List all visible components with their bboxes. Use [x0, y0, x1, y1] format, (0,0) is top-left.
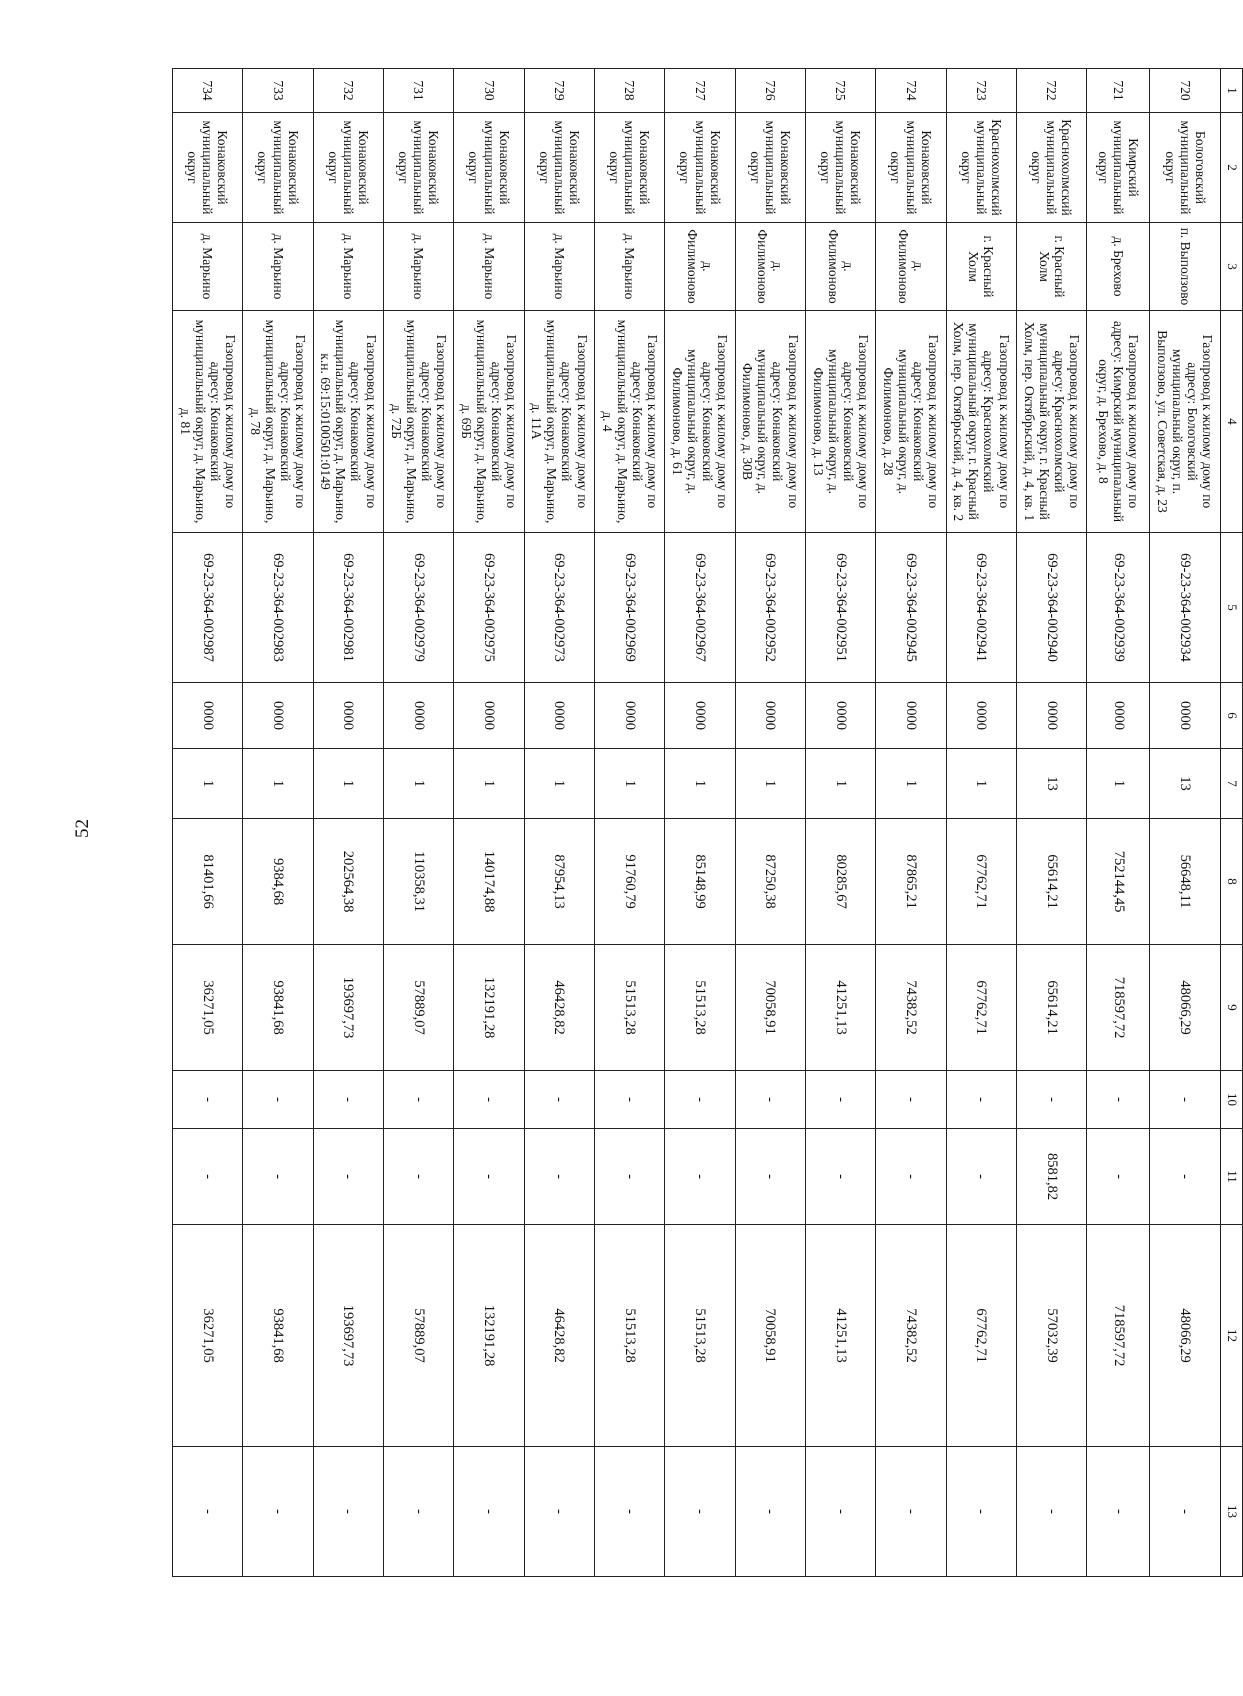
municipality-cell: Конаковский муниципальный округ [454, 113, 524, 223]
value-11-cell: - [1087, 1129, 1150, 1225]
municipality-cell: Конаковский муниципальный округ [806, 113, 876, 223]
table-row [1016, 69, 1086, 1577]
code-cell: 0000 [665, 683, 735, 749]
registry-number-cell: 69-23-364-002939 [1087, 533, 1150, 683]
table-row [806, 69, 876, 1577]
value-10-cell: - [806, 1071, 876, 1129]
value-10-cell: - [876, 1071, 946, 1129]
code-7-cell: 13 [1016, 749, 1086, 819]
value-12-cell: 93841,68 [243, 1225, 313, 1447]
settlement-cell: д. Марьино [313, 223, 383, 311]
value-13-cell: - [243, 1447, 313, 1577]
value-11-cell: - [876, 1129, 946, 1225]
value-12-cell: 74382,52 [876, 1225, 946, 1447]
settlement-cell: д. Филимоново [806, 223, 876, 311]
value-8-cell: 87250,38 [735, 819, 805, 945]
value-8-cell: 87954,13 [524, 819, 594, 945]
object-description-cell: Газопровод к жилому дому по адресу: Бологовский муниципальный округ, п. Выползово, ул. Советская, д. 23 [1150, 311, 1220, 533]
value-10-cell: - [665, 1071, 735, 1129]
code-cell: 0000 [806, 683, 876, 749]
municipality-cell: Бологовский муниципальный округ [1150, 113, 1220, 223]
row-number-cell: 720 [1150, 69, 1220, 113]
value-9-cell: 57889,07 [384, 945, 454, 1071]
row-number-cell: 729 [524, 69, 594, 113]
row-number-cell: 725 [806, 69, 876, 113]
code-7-cell: 1 [454, 749, 524, 819]
value-10-cell: - [384, 1071, 454, 1129]
registry-number-cell: 69-23-364-002975 [454, 533, 524, 683]
code-7-cell: 1 [313, 749, 383, 819]
value-10-cell: - [454, 1071, 524, 1129]
value-8-cell: 9384,68 [243, 819, 313, 945]
value-11-cell: - [595, 1129, 665, 1225]
code-7-cell: 1 [384, 749, 454, 819]
registry-number-cell: 69-23-364-002951 [806, 533, 876, 683]
registry-number-cell: 69-23-364-002973 [524, 533, 594, 683]
settlement-cell: д. Марьино [173, 223, 243, 311]
code-cell: 0000 [735, 683, 805, 749]
registry-number-cell: 69-23-364-002941 [946, 533, 1016, 683]
code-7-cell: 1 [735, 749, 805, 819]
value-10-cell: - [946, 1071, 1016, 1129]
value-13-cell: - [735, 1447, 805, 1577]
registry-number-cell: 69-23-364-002945 [876, 533, 946, 683]
value-11-cell: - [665, 1129, 735, 1225]
settlement-cell: д. Филимоново [735, 223, 805, 311]
municipality-cell: Конаковский муниципальный округ [313, 113, 383, 223]
value-11-cell: - [1150, 1129, 1220, 1225]
col-number-header: 6 [1220, 683, 1242, 749]
value-9-cell: 70058,91 [735, 945, 805, 1071]
col-number-header: 4 [1220, 311, 1242, 533]
registry-number-cell: 69-23-364-002979 [384, 533, 454, 683]
row-number-cell: 728 [595, 69, 665, 113]
municipality-cell: Конаковский муниципальный округ [735, 113, 805, 223]
settlement-cell: д. Марьино [595, 223, 665, 311]
row-number-cell: 723 [946, 69, 1016, 113]
col-number-header: 2 [1220, 113, 1242, 223]
value-8-cell: 110358,31 [384, 819, 454, 945]
code-cell: 0000 [384, 683, 454, 749]
value-12-cell: 51513,28 [665, 1225, 735, 1447]
value-11-cell: - [735, 1129, 805, 1225]
value-13-cell: - [173, 1447, 243, 1577]
value-10-cell: - [313, 1071, 383, 1129]
value-9-cell: 51513,28 [595, 945, 665, 1071]
value-8-cell: 91760,79 [595, 819, 665, 945]
value-10-cell: - [524, 1071, 594, 1129]
value-13-cell: - [595, 1447, 665, 1577]
row-number-cell: 724 [876, 69, 946, 113]
table-row [173, 69, 243, 1577]
value-11-cell: - [313, 1129, 383, 1225]
table-row [946, 69, 1016, 1577]
col-number-header: 12 [1220, 1225, 1242, 1447]
table-row [313, 69, 383, 1577]
object-description-cell: Газопровод к жилому дому по адресу: Конаковский муниципальный округ, д. Филимоново, д. 61 [665, 311, 735, 533]
value-8-cell: 56648,11 [1150, 819, 1220, 945]
col-number-header: 7 [1220, 749, 1242, 819]
value-11-cell: - [454, 1129, 524, 1225]
value-13-cell: - [313, 1447, 383, 1577]
object-description-cell: Газопровод к жилому дому по адресу: Конаковский муниципальный округ, д. Филимоново, д. 13 [806, 311, 876, 533]
value-11-cell: - [243, 1129, 313, 1225]
code-7-cell: 1 [946, 749, 1016, 819]
value-9-cell: 36271,05 [173, 945, 243, 1071]
object-description-cell: Газопровод к жилому дому по адресу: Кимрский муниципальный округ, д. Брехово, д. 8 [1087, 311, 1150, 533]
table-row [384, 69, 454, 1577]
object-description-cell: Газопровод к жилому дому по адресу: Краснохолмский муниципальный округ, г. Красный Холм, пер. Октябрьский, д. 4, кв. 1 [1016, 311, 1086, 533]
settlement-cell: д. Филимоново [665, 223, 735, 311]
code-7-cell: 13 [1150, 749, 1220, 819]
value-11-cell: - [946, 1129, 1016, 1225]
object-description-cell: Газопровод к жилому дому по адресу: Конаковский муниципальный округ, д. Марьино, к.н. 69:15:0100501:0149 [313, 311, 383, 533]
col-number-header: 11 [1220, 1129, 1242, 1225]
municipality-cell: Краснохолмский муниципальный округ [1016, 113, 1086, 223]
settlement-cell: г. Красный Холм [946, 223, 1016, 311]
code-cell: 0000 [173, 683, 243, 749]
registry-number-cell: 69-23-364-002981 [313, 533, 383, 683]
registry-number-cell: 69-23-364-002952 [735, 533, 805, 683]
value-12-cell: 193697,73 [313, 1225, 383, 1447]
table-row [243, 69, 313, 1577]
value-10-cell: - [735, 1071, 805, 1129]
municipality-cell: Конаковский муниципальный округ [595, 113, 665, 223]
row-number-cell: 721 [1087, 69, 1150, 113]
row-number-cell: 722 [1016, 69, 1086, 113]
code-cell: 0000 [243, 683, 313, 749]
code-cell: 0000 [1016, 683, 1086, 749]
code-cell: 0000 [454, 683, 524, 749]
code-cell: 0000 [1087, 683, 1150, 749]
value-8-cell: 65614,21 [1016, 819, 1086, 945]
page-number: 52 [72, 819, 93, 838]
row-number-cell: 733 [243, 69, 313, 113]
value-13-cell: - [665, 1447, 735, 1577]
value-12-cell: 51513,28 [595, 1225, 665, 1447]
value-13-cell: - [524, 1447, 594, 1577]
registry-number-cell: 69-23-364-002987 [173, 533, 243, 683]
object-description-cell: Газопровод к жилому дому по адресу: Конаковский муниципальный округ, д. Марьино, д. 81 [173, 311, 243, 533]
table-row [876, 69, 946, 1577]
table-row [1150, 69, 1220, 1577]
table-row [595, 69, 665, 1577]
settlement-cell: д. Марьино [243, 223, 313, 311]
value-10-cell: - [1150, 1071, 1220, 1129]
col-number-header: 10 [1220, 1071, 1242, 1129]
value-10-cell: - [173, 1071, 243, 1129]
registry-number-cell: 69-23-364-002934 [1150, 533, 1220, 683]
municipality-cell: Конаковский муниципальный округ [243, 113, 313, 223]
value-12-cell: 70058,91 [735, 1225, 805, 1447]
value-9-cell: 51513,28 [665, 945, 735, 1071]
object-description-cell: Газопровод к жилому дому по адресу: Конаковский муниципальный округ, д. Марьино, д. 11А [524, 311, 594, 533]
object-description-cell: Газопровод к жилому дому по адресу: Конаковский муниципальный округ, д. Марьино, д. 4 [595, 311, 665, 533]
value-9-cell: 65614,21 [1016, 945, 1086, 1071]
column-number-row [1220, 69, 1242, 1577]
code-cell: 0000 [946, 683, 1016, 749]
registry-number-cell: 69-23-364-002983 [243, 533, 313, 683]
value-8-cell: 752144,45 [1087, 819, 1150, 945]
row-number-cell: 734 [173, 69, 243, 113]
value-13-cell: - [946, 1447, 1016, 1577]
settlement-cell: д. Марьино [384, 223, 454, 311]
rotated-table-sheet [172, 68, 1243, 1576]
value-9-cell: 718597,72 [1087, 945, 1150, 1071]
code-7-cell: 1 [1087, 749, 1150, 819]
col-number-header: 3 [1220, 223, 1242, 311]
registry-number-cell: 69-23-364-002967 [665, 533, 735, 683]
row-number-cell: 732 [313, 69, 383, 113]
value-8-cell: 87865,21 [876, 819, 946, 945]
row-number-cell: 730 [454, 69, 524, 113]
value-13-cell: - [876, 1447, 946, 1577]
value-10-cell: - [595, 1071, 665, 1129]
col-number-header: 9 [1220, 945, 1242, 1071]
object-description-cell: Газопровод к жилому дому по адресу: Конаковский муниципальный округ, д. Филимоново, д. 30В [735, 311, 805, 533]
code-cell: 0000 [313, 683, 383, 749]
object-description-cell: Газопровод к жилому дому по адресу: Конаковский муниципальный округ, д. Марьино, д. 78 [243, 311, 313, 533]
table-row [665, 69, 735, 1577]
value-12-cell: 48066,29 [1150, 1225, 1220, 1447]
value-12-cell: 718597,72 [1087, 1225, 1150, 1447]
value-9-cell: 132191,28 [454, 945, 524, 1071]
value-13-cell: - [1016, 1447, 1086, 1577]
code-cell: 0000 [1150, 683, 1220, 749]
col-number-header: 1 [1220, 69, 1242, 113]
code-7-cell: 1 [173, 749, 243, 819]
table-row [735, 69, 805, 1577]
value-11-cell: - [806, 1129, 876, 1225]
settlement-cell: г. Красный Холм [1016, 223, 1086, 311]
municipality-cell: Конаковский муниципальный округ [524, 113, 594, 223]
code-7-cell: 1 [665, 749, 735, 819]
value-12-cell: 67762,71 [946, 1225, 1016, 1447]
value-8-cell: 202564,38 [313, 819, 383, 945]
object-description-cell: Газопровод к жилому дому по адресу: Краснохолмский муниципальный округ, г. Красный Холм, пер. Октябрьский, д. 4, кв. 2 [946, 311, 1016, 533]
code-7-cell: 1 [806, 749, 876, 819]
value-9-cell: 74382,52 [876, 945, 946, 1071]
value-9-cell: 41251,13 [806, 945, 876, 1071]
object-description-cell: Газопровод к жилому дому по адресу: Конаковский муниципальный округ, д. Филимоново, д. 28 [876, 311, 946, 533]
value-8-cell: 80285,67 [806, 819, 876, 945]
code-7-cell: 1 [595, 749, 665, 819]
code-cell: 0000 [876, 683, 946, 749]
value-13-cell: - [454, 1447, 524, 1577]
value-11-cell: 8581,82 [1016, 1129, 1086, 1225]
municipality-cell: Конаковский муниципальный округ [876, 113, 946, 223]
value-9-cell: 46428,82 [524, 945, 594, 1071]
code-7-cell: 1 [876, 749, 946, 819]
settlement-cell: д. Брехово [1087, 223, 1150, 311]
value-13-cell: - [1087, 1447, 1150, 1577]
value-11-cell: - [173, 1129, 243, 1225]
municipality-cell: Краснохолмский муниципальный округ [946, 113, 1016, 223]
table-row [1087, 69, 1150, 1577]
settlement-cell: д. Марьино [454, 223, 524, 311]
municipality-cell: Конаковский муниципальный округ [173, 113, 243, 223]
value-12-cell: 57889,07 [384, 1225, 454, 1447]
value-9-cell: 67762,71 [946, 945, 1016, 1071]
value-10-cell: - [1016, 1071, 1086, 1129]
value-12-cell: 41251,13 [806, 1225, 876, 1447]
value-12-cell: 46428,82 [524, 1225, 594, 1447]
value-8-cell: 81401,66 [173, 819, 243, 945]
value-8-cell: 85148,99 [665, 819, 735, 945]
code-7-cell: 1 [243, 749, 313, 819]
col-number-header: 13 [1220, 1447, 1242, 1577]
registry-number-cell: 69-23-364-002940 [1016, 533, 1086, 683]
row-number-cell: 726 [735, 69, 805, 113]
value-9-cell: 193697,73 [313, 945, 383, 1071]
registry-number-cell: 69-23-364-002969 [595, 533, 665, 683]
settlement-cell: д. Марьино [524, 223, 594, 311]
data-table [172, 68, 1243, 1577]
settlement-cell: п. Выползово [1150, 223, 1220, 311]
municipality-cell: Конаковский муниципальный округ [665, 113, 735, 223]
table-row [454, 69, 524, 1577]
table-row [524, 69, 594, 1577]
value-11-cell: - [384, 1129, 454, 1225]
value-9-cell: 93841,68 [243, 945, 313, 1071]
value-13-cell: - [806, 1447, 876, 1577]
value-12-cell: 57032,39 [1016, 1225, 1086, 1447]
value-8-cell: 67762,71 [946, 819, 1016, 945]
code-7-cell: 1 [524, 749, 594, 819]
value-9-cell: 48066,29 [1150, 945, 1220, 1071]
value-10-cell: - [1087, 1071, 1150, 1129]
municipality-cell: Кимрский муниципальный округ [1087, 113, 1150, 223]
value-10-cell: - [243, 1071, 313, 1129]
code-cell: 0000 [595, 683, 665, 749]
value-11-cell: - [524, 1129, 594, 1225]
object-description-cell: Газопровод к жилому дому по адресу: Конаковский муниципальный округ, д. Марьино, д. 72Б [384, 311, 454, 533]
code-cell: 0000 [524, 683, 594, 749]
row-number-cell: 731 [384, 69, 454, 113]
col-number-header: 5 [1220, 533, 1242, 683]
row-number-cell: 727 [665, 69, 735, 113]
value-12-cell: 132191,28 [454, 1225, 524, 1447]
settlement-cell: д. Филимоново [876, 223, 946, 311]
value-8-cell: 140174,88 [454, 819, 524, 945]
municipality-cell: Конаковский муниципальный округ [384, 113, 454, 223]
value-13-cell: - [1150, 1447, 1220, 1577]
value-13-cell: - [384, 1447, 454, 1577]
object-description-cell: Газопровод к жилому дому по адресу: Конаковский муниципальный округ, д. Марьино, д. 69Б [454, 311, 524, 533]
value-12-cell: 36271,05 [173, 1225, 243, 1447]
col-number-header: 8 [1220, 819, 1242, 945]
